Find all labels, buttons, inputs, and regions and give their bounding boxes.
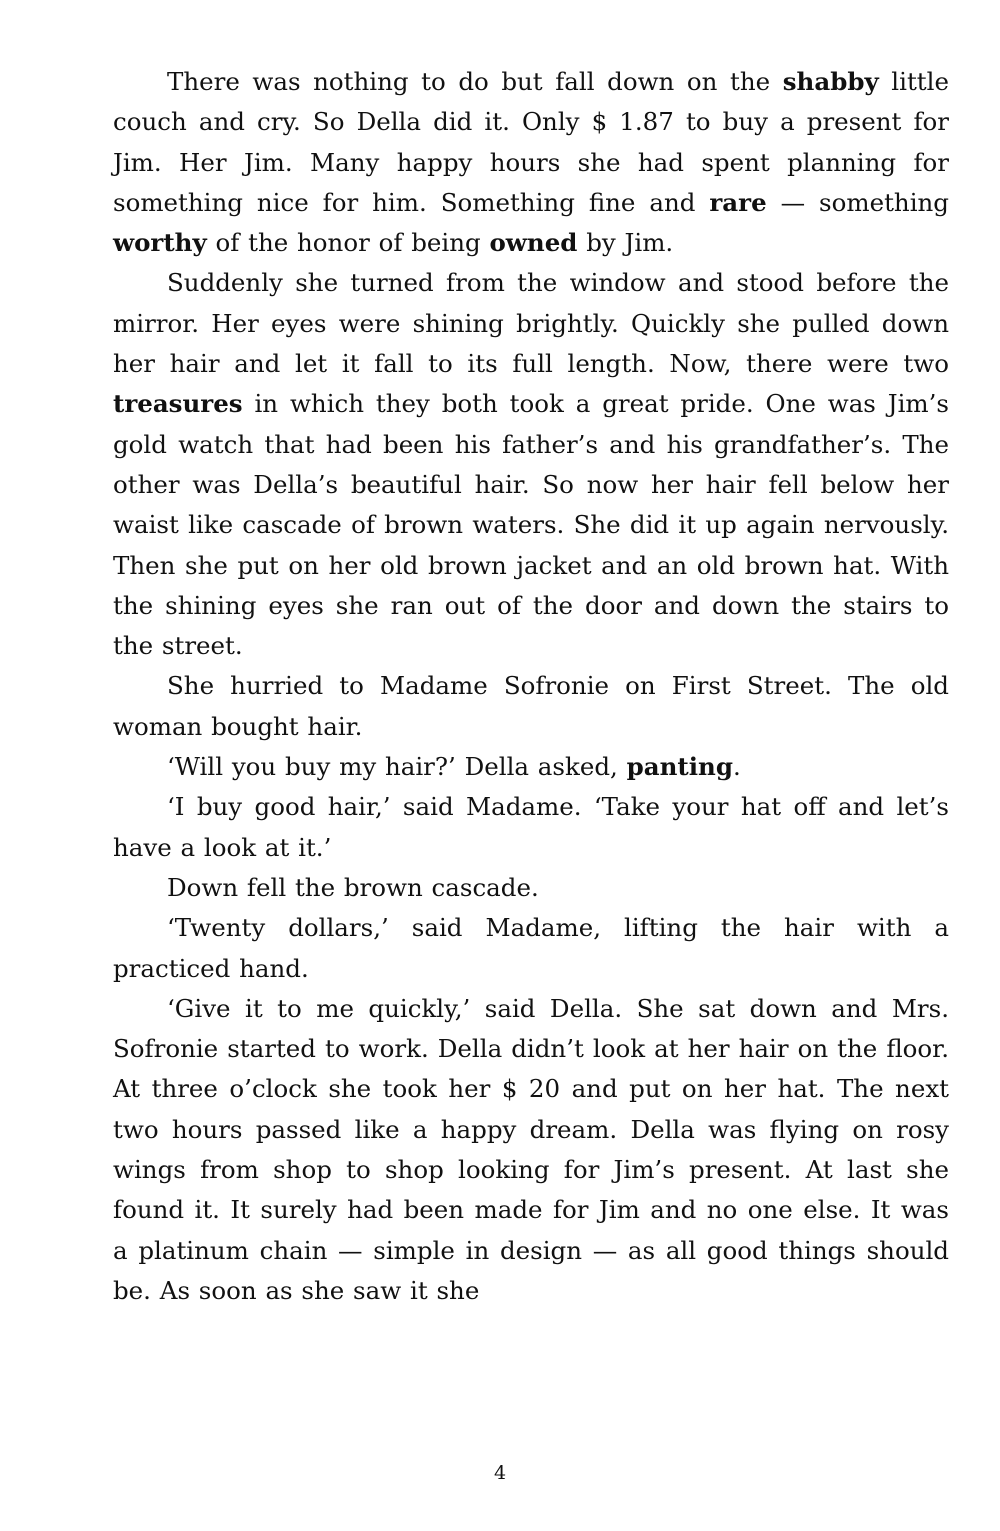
- paragraph-4: [113, 747, 949, 787]
- paragraph-1: [113, 62, 949, 263]
- bold-vocabulary-word: shabby: [782, 67, 879, 96]
- text-run: .: [732, 752, 741, 782]
- text-run: Down fell the brown cascade.: [167, 872, 539, 902]
- bold-vocabulary-word: worthy: [113, 228, 207, 258]
- text-run: ‘I buy good hair,’ said Madame. ‘Take your hat off and let’s have a look at it.’: [113, 792, 949, 862]
- text-run: There was nothing to do but fall down on the: [167, 67, 783, 96]
- text-run: ‘Give it to me quickly,’ said Della. She sat down and Mrs. Sofronie started to work. Della didn’t look at her hair on the floor. At three o’clock she took her $ 20 and put on her hat. The next two hours passed like a happy dream. Della was flying on rosy wings from shop to shop looking for Jim’s present. At last she found it. It surely had been made for Jim and no one else. It was a platinum chain — simple in design — as all good things should be. As soon as she saw it she: [113, 993, 949, 1305]
- bold-vocabulary-word: treasures: [113, 389, 243, 419]
- bold-vocabulary-word: owned: [489, 228, 578, 258]
- text-run: — something: [766, 187, 949, 217]
- text-run: Suddenly she turned from the window and stood before the mirror. Her eyes were shining brightly. Quickly she pulled down her hair and let it fall to its full length. Now, there were two: [113, 268, 949, 379]
- paragraph-7: [113, 908, 949, 989]
- text-run: ‘Will you buy my hair?’ Della asked,: [167, 752, 627, 782]
- paragraph-2: [113, 263, 949, 666]
- text-run: in which they both took a great pride. One was Jim’s gold watch that had been his father’s and his grandfather’s. The other was Della’s beautiful hair. So now her hair fell below her waist like cascade of brown waters. She did it up again nervously. Then she put on her old brown jacket and an old brown hat. With the shining eyes she ran out of the door and down the stairs to the street.: [113, 389, 949, 661]
- text-run: by Jim.: [577, 228, 674, 258]
- bold-vocabulary-word: panting: [626, 752, 733, 782]
- text-run: of the honor of being: [206, 228, 490, 258]
- text-run: ‘Twenty dollars,’ said Madame, lifting the hair with a practiced hand.: [113, 913, 949, 983]
- page-body: [113, 62, 949, 1311]
- text-run: She hurried to Madame Sofronie on First Street. The old woman bought hair.: [113, 671, 949, 741]
- bold-vocabulary-word: rare: [709, 187, 767, 217]
- page-number: 4: [493, 1462, 507, 1484]
- paragraph-8: [113, 989, 949, 1311]
- paragraph-5: [113, 787, 949, 868]
- text-run: little couch and cry. So Della did it. Only $ 1.87 to buy a present for Jim. Her Jim. Many happy hours she had spent planning for something nice for him. Something fine and: [113, 67, 949, 217]
- paragraph-3: [113, 666, 949, 747]
- paragraph-6: [113, 868, 949, 908]
